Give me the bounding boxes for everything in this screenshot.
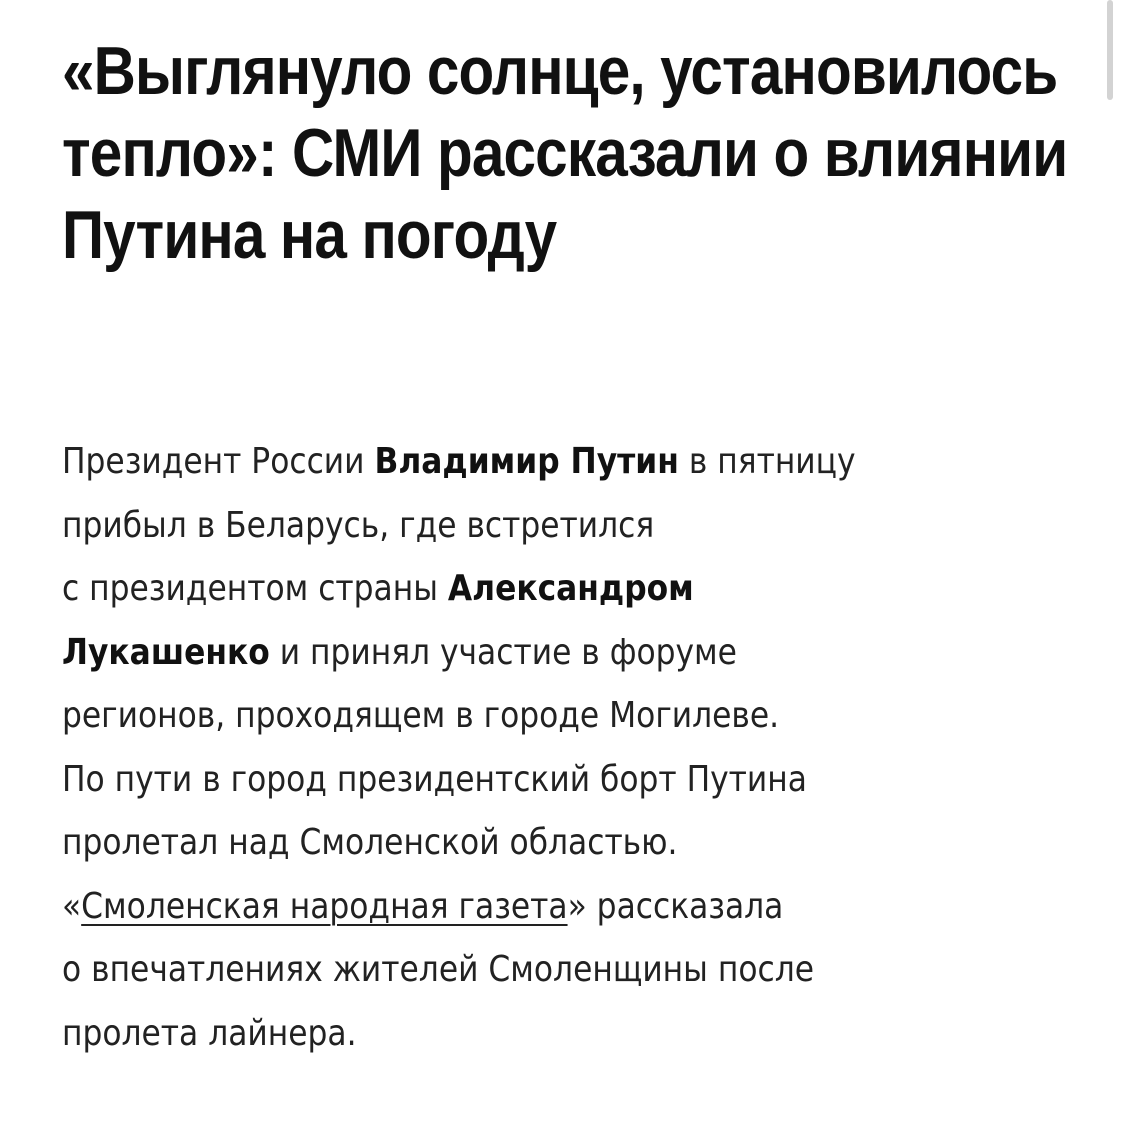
lead-text: прибыл в Беларусь, где встретился [62,504,655,546]
lead-text: По пути в город президентский борт Путина [62,758,807,800]
article [62,30,1072,1054]
lead-text: Президент России [62,441,375,482]
lead-line [62,557,932,621]
lead-text: регионов, проходящем в городе Могилеве. [62,695,780,736]
lead-text: в пятницу [678,441,856,482]
lead-text: о впечатлениях жителей Смоленщины после [62,949,814,990]
lead-line [62,430,932,494]
person-name-putin: Владимир Путин [374,441,679,482]
lead-line [62,938,932,1002]
lead-text: пролета лайнера. [62,1012,357,1054]
scrollbar[interactable] [1107,0,1113,100]
article-headline: «Выглянуло солнце, установилось тепло»: СМИ рассказали о влиянии Путина на погоду [62,33,1068,273]
lead-text: с президентом страны [62,568,448,609]
source-link[interactable]: Смоленская народная газета [81,885,568,927]
lead-line [62,684,932,748]
lead-line [62,875,932,939]
lead-line [62,1002,932,1066]
lead-line [62,748,932,812]
lead-line [62,494,932,558]
lead-text: « [62,885,82,927]
lead-text: » рассказала [567,885,784,927]
lead-text: пролетал над Смоленской областью. [62,822,678,863]
lead-line [62,811,932,875]
lead-line [62,621,932,685]
article-lead [62,430,1062,1065]
lead-text: и принял участие в форуме [269,631,737,673]
person-name-lukashenko-first: Александром [447,568,694,609]
person-name-lukashenko-last: Лукашенко [62,631,270,673]
